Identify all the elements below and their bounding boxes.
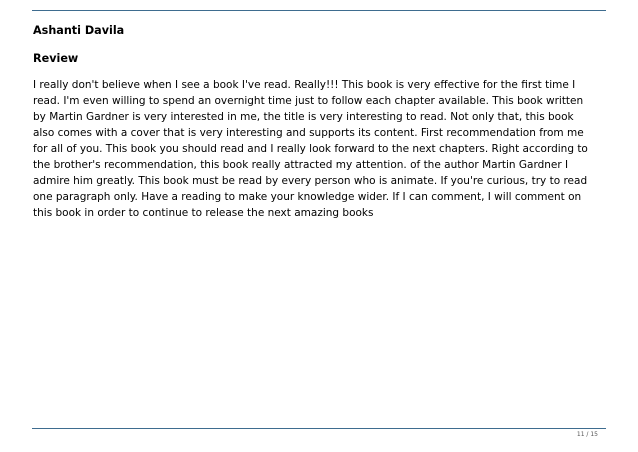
review-line: I really don't believe when I see a book I've read. Really!!! This book is very effective for the first time I <box>33 79 576 91</box>
review-line: by Martin Gardner is very interested in me, the title is very interesting to read. Not only that, this book <box>33 111 574 123</box>
review-line: for all of you. This book you should read and I really look forward to the next chapters. Right according to <box>33 143 588 155</box>
section-heading: Review <box>33 52 79 65</box>
page-number: 11 / 15 <box>576 431 598 438</box>
review-line: read. I'm even willing to spend an overnight time just to follow each chapter available. This book written <box>33 95 584 107</box>
review-line: the brother's recommendation, this book really attracted my attention. of the author Martin Gardner I <box>33 159 569 171</box>
review-line: admire him greatly. This book must be read by every person who is animate. If you're curious, try to read <box>33 175 588 187</box>
author-name: Ashanti Davila <box>33 24 125 37</box>
review-line: also comes with a cover that is very interesting and supports its content. First recommendation from me <box>33 127 584 139</box>
review-paragraph <box>33 77 608 221</box>
review-line: one paragraph only. Have a reading to make your knowledge wider. If I can comment, I will comment on <box>33 191 582 203</box>
top-divider <box>32 10 606 11</box>
review-line: this book in order to continue to release the next amazing books <box>33 207 374 219</box>
bottom-divider <box>32 428 606 429</box>
